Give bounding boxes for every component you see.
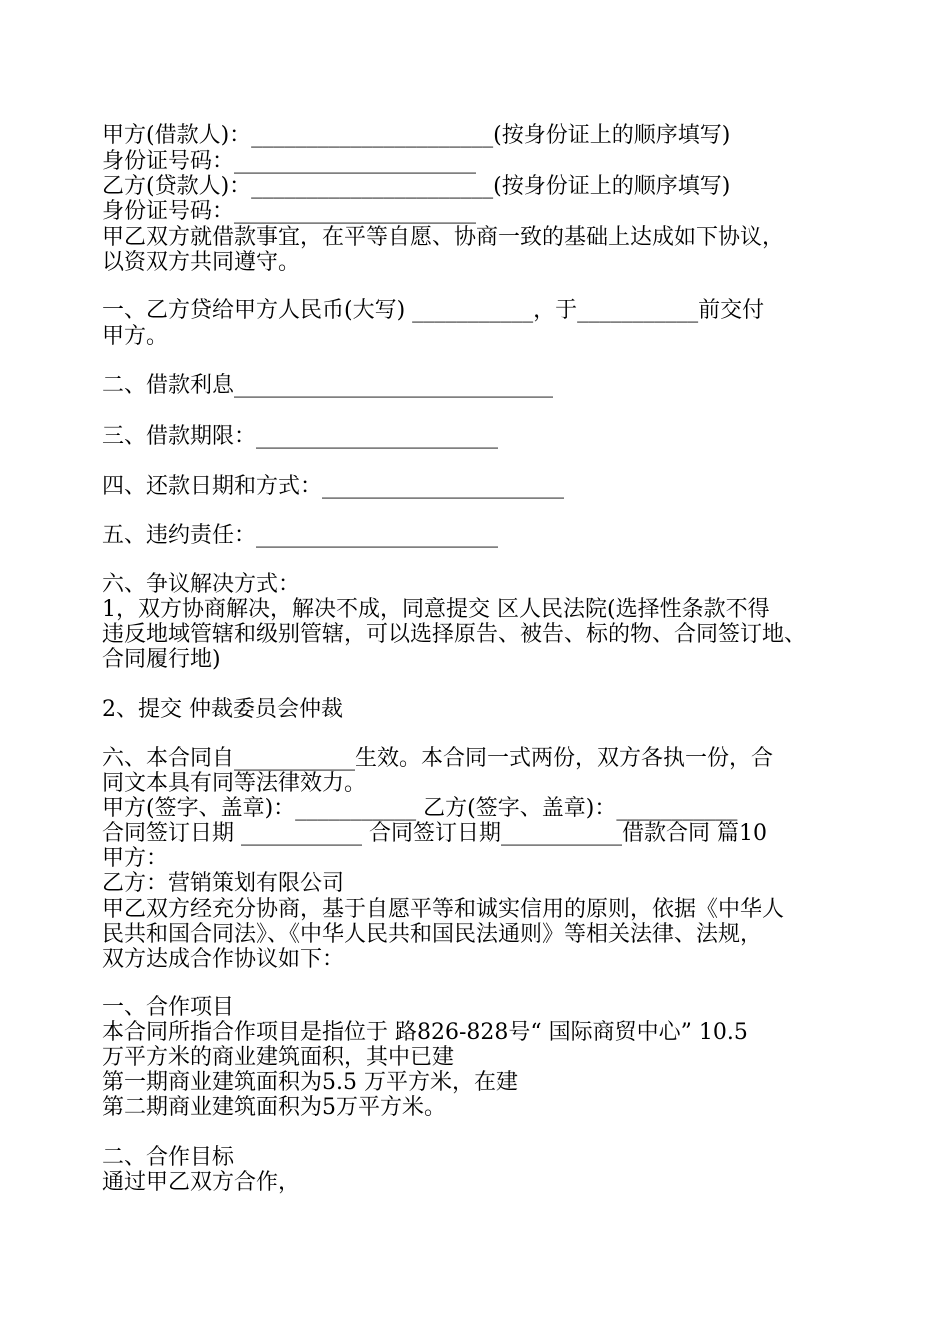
text-line: 甲方(借款人)：______________________(按身份证上的顺序填写) — [102, 123, 731, 148]
text-line: 同文本具有同等法律效力。 — [102, 771, 367, 796]
text-line: 甲方(签字、盖章)：___________ 乙方(签字、盖章)：___________ — [102, 796, 738, 821]
text-line: 一、合作项目 — [102, 995, 235, 1020]
text-line: 甲乙双方就借款事宜，在平等自愿、协商一致的基础上达成如下协议， — [102, 225, 785, 250]
text-line: 甲方： — [102, 846, 169, 871]
text-line: 四、还款日期和方式：______________________ — [102, 474, 565, 499]
text-line: 合同签订日期 ___________ 合同签订日期___________借款合同 篇10 — [102, 821, 767, 846]
text-line: 甲乙双方经充分协商，基于自愿平等和诚实信用的原则，依据《中华人 — [102, 897, 785, 922]
text-line: 身份证号码：______________________ — [102, 199, 477, 224]
text-line: 身份证号码：______________________ — [102, 149, 477, 174]
text-line: 合同履行地) — [102, 647, 221, 672]
text-line: 六、本合同自___________生效。本合同一式两份，双方各执一份，合 — [102, 746, 774, 771]
text-line: 第一期商业建筑面积为5.5 万平方米，在建 — [102, 1070, 518, 1095]
text-line: 二、合作目标 — [102, 1145, 235, 1170]
text-line: 本合同所指合作项目是指位于 路826-828号“ 国际商贸中心” 10.5 — [102, 1020, 748, 1045]
text-line: 二、借款利息_____________________________ — [102, 373, 554, 398]
text-line: 一、乙方贷给甲方人民币(大写) ___________，于___________前交付 — [102, 298, 765, 323]
text-line: 违反地域管辖和级别管辖，可以选择原告、被告、标的物、合同签订地、 — [102, 622, 807, 647]
text-line: 甲方。 — [102, 324, 169, 349]
text-line: 以资双方共同遵守。 — [102, 250, 301, 275]
text-line: 双方达成合作协议如下： — [102, 947, 345, 972]
text-line: 通过甲乙双方合作， — [102, 1170, 301, 1195]
text-line: 第二期商业建筑面积为5万平方米。 — [102, 1095, 446, 1120]
text-line: 乙方(贷款人)：______________________(按身份证上的顺序填写) — [102, 174, 731, 199]
text-line: 万平方米的商业建筑面积，其中已建 — [102, 1045, 455, 1070]
text-line: 1，双方协商解决，解决不成，同意提交 区人民法院(选择性条款不得 — [102, 597, 770, 622]
text-line: 2、提交 仲裁委员会仲裁 — [102, 697, 343, 722]
text-line: 三、借款期限：______________________ — [102, 424, 499, 449]
text-line: 民共和国合同法》、《中华人民共和国民法通则》等相关法律、法规， — [102, 922, 763, 947]
text-line: 六、争议解决方式： — [102, 572, 301, 597]
text-line: 五、违约责任：______________________ — [102, 523, 499, 548]
text-line: 乙方：营销策划有限公司 — [102, 871, 345, 896]
